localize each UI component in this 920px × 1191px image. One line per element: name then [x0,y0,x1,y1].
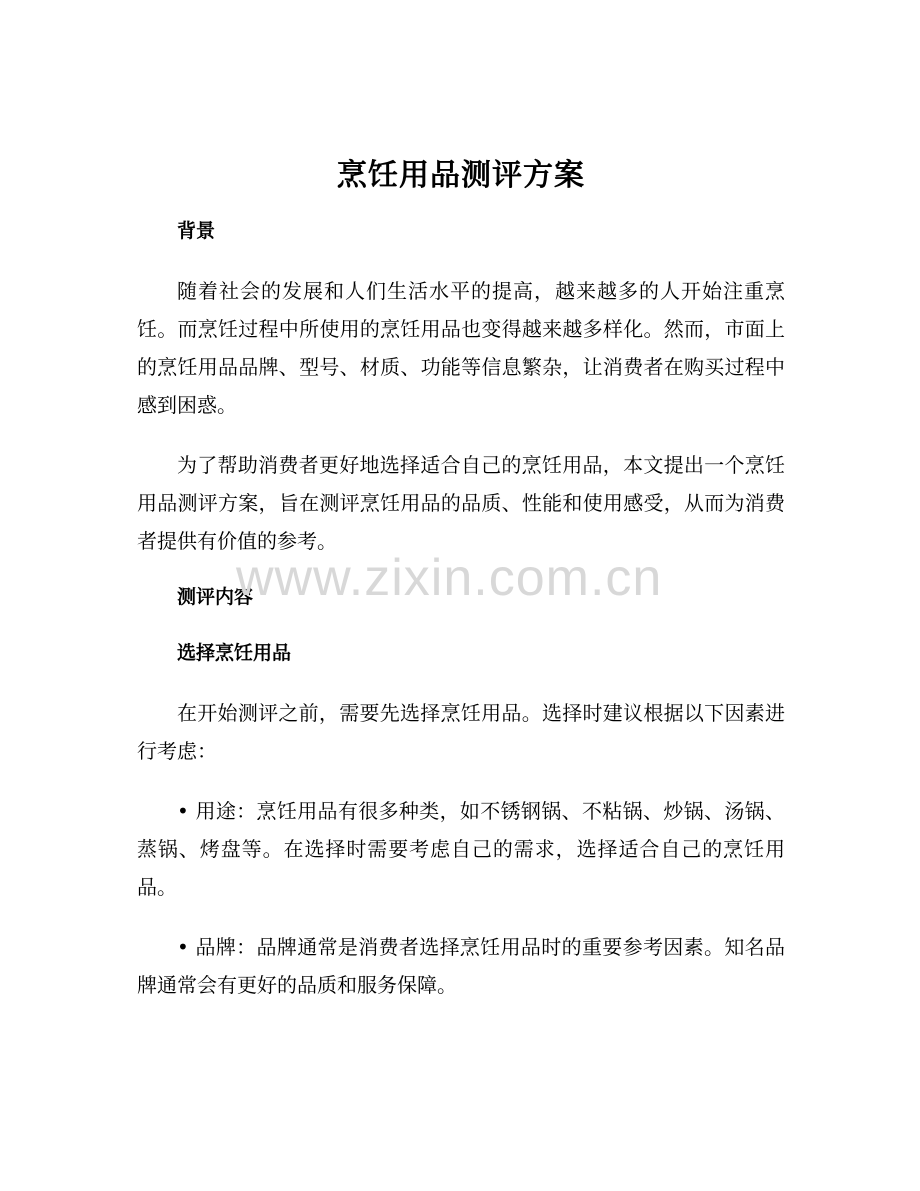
paragraph-background-2: 为了帮助消费者更好地选择适合自己的烹饪用品，本文提出一个烹饪用品测评方案，旨在测评烹饪用品的品质、性能和使用感受，从而为消费者提供有价值的参考。 [137,453,785,553]
heading-evaluation-content: 测评内容 [177,586,254,608]
document-page [137,150,785,1026]
bullet-brand: • 品牌：品牌通常是消费者选择烹饪用品时的重要参考因素。知名品牌通常会有更好的品质和服务保障。 [137,935,785,997]
document-title: 烹饪用品测评方案 [337,158,585,193]
watermark-text: www.zixin.com.cn [236,549,663,607]
paragraph-select-intro: 在开始测评之前，需要先选择烹饪用品。选择时建议根据以下因素进行考虑： [137,701,785,763]
heading-select-cookware: 选择烹饪用品 [177,642,292,664]
paragraph-background-1: 随着社会的发展和人们生活水平的提高，越来越多的人开始注重烹饪。而烹饪过程中所使用的烹饪用品也变得越来越多样化。然而，市面上的烹饪用品品牌、型号、材质、功能等信息繁杂，让消费者在购买过程中感到困惑。 [137,279,785,417]
bullet-usage: • 用途：烹饪用品有很多种类，如不锈钢锅、不粘锅、炒锅、汤锅、蒸锅、烤盘等。在选择时需要考虑自己的需求，选择适合自己的烹饪用品。 [137,799,785,899]
heading-background: 背景 [177,220,216,242]
